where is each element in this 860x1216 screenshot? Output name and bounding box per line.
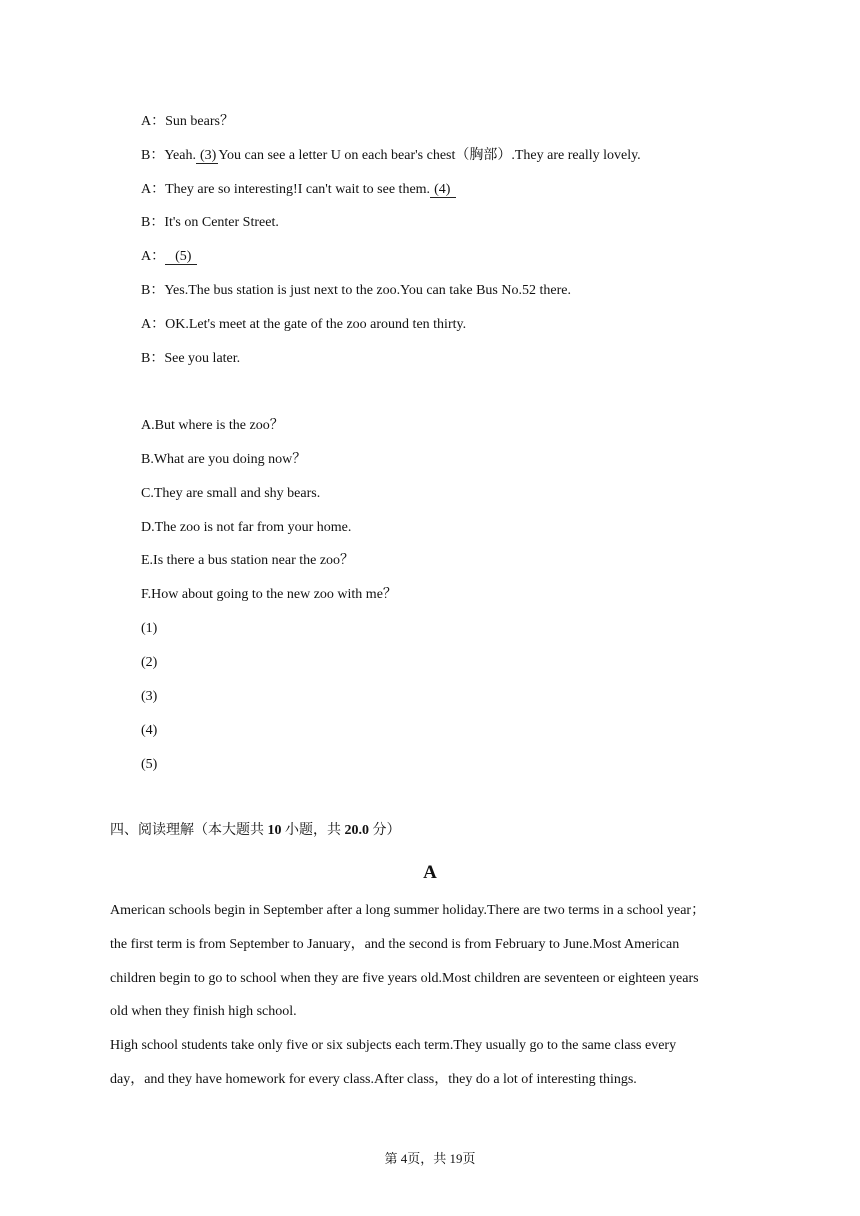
answer-slot: (5) (141, 757, 158, 772)
passage-line: High school students take only five or six subjects each term.They usually go to the same class every (110, 1038, 677, 1053)
answer-blank: (5) (165, 249, 197, 265)
passage-title: A (423, 862, 437, 883)
speaker-label: B： (141, 215, 165, 230)
answer-blank: (3) (196, 148, 218, 164)
dialogue-text: You can see a letter U on each bear's chest（胸部）.They are really lovely. (218, 148, 641, 163)
dialogue-line (141, 147, 641, 165)
option-item: D.The zoo is not far from your home. (141, 520, 352, 535)
total-score: 20.0 (344, 823, 369, 838)
option-item: A.But where is the zoo？ (141, 418, 284, 433)
option-item: F.How about going to the new zoo with me？ (141, 587, 397, 602)
dialogue-text: Yeah. (164, 148, 196, 163)
answer-slot: (1) (141, 621, 158, 636)
passage-line: American schools begin in September after a long summer holiday.There are two terms in a school year； (110, 903, 706, 918)
speaker-label: B： (141, 148, 165, 163)
section-heading-text: 分） (369, 823, 401, 838)
section-heading-text: 小题，共 (281, 823, 345, 838)
passage-line: children begin to go to school when they are five years old.Most children are seventeen or eighteen years (110, 971, 699, 986)
dialogue-line (141, 113, 234, 131)
speaker-label: B： (141, 351, 165, 366)
dialogue-text: Sun bears？ (165, 114, 234, 129)
passage-line: the first term is from September to January，and the second is from February to June.Most American (110, 937, 680, 952)
passage-line: day，and they have homework for every class.After class，they do a lot of interesting things. (110, 1072, 637, 1087)
dialogue-text: OK.Let's meet at the gate of the zoo around ten thirty. (165, 317, 467, 332)
dialogue-line (141, 282, 571, 300)
answer-slot: (3) (141, 689, 158, 704)
dialogue-line (141, 181, 456, 199)
section-heading-text: 四、阅读理解（本大题共 (110, 823, 268, 838)
speaker-label: A： (141, 249, 166, 264)
dialogue-line (141, 316, 466, 334)
answer-slot: (4) (141, 723, 158, 738)
dialogue-line (141, 248, 197, 266)
speaker-label: B： (141, 283, 165, 298)
dialogue-line (141, 214, 279, 232)
dialogue-text: Yes.The bus station is just next to the zoo.You can take Bus No.52 there. (164, 283, 571, 298)
speaker-label: A： (141, 114, 166, 129)
option-item: C.They are small and shy bears. (141, 486, 321, 501)
dialogue-line (141, 350, 240, 368)
section-heading (110, 822, 401, 840)
option-item: B.What are you doing now？ (141, 452, 307, 467)
speaker-label: A： (141, 317, 166, 332)
question-count: 10 (267, 823, 282, 838)
answer-blank: (4) (430, 182, 456, 198)
dialogue-text: It's on Center Street. (164, 215, 279, 230)
passage-line: old when they finish high school. (110, 1004, 297, 1019)
speaker-label: A： (141, 182, 166, 197)
dialogue-text: They are so interesting!I can't wait to see them. (165, 182, 431, 197)
answer-slot: (2) (141, 655, 158, 670)
option-item: E.Is there a bus station near the zoo？ (141, 553, 355, 568)
page-footer: 第 4页，共 19页 (384, 1151, 476, 1166)
dialogue-text: See you later. (164, 351, 241, 366)
